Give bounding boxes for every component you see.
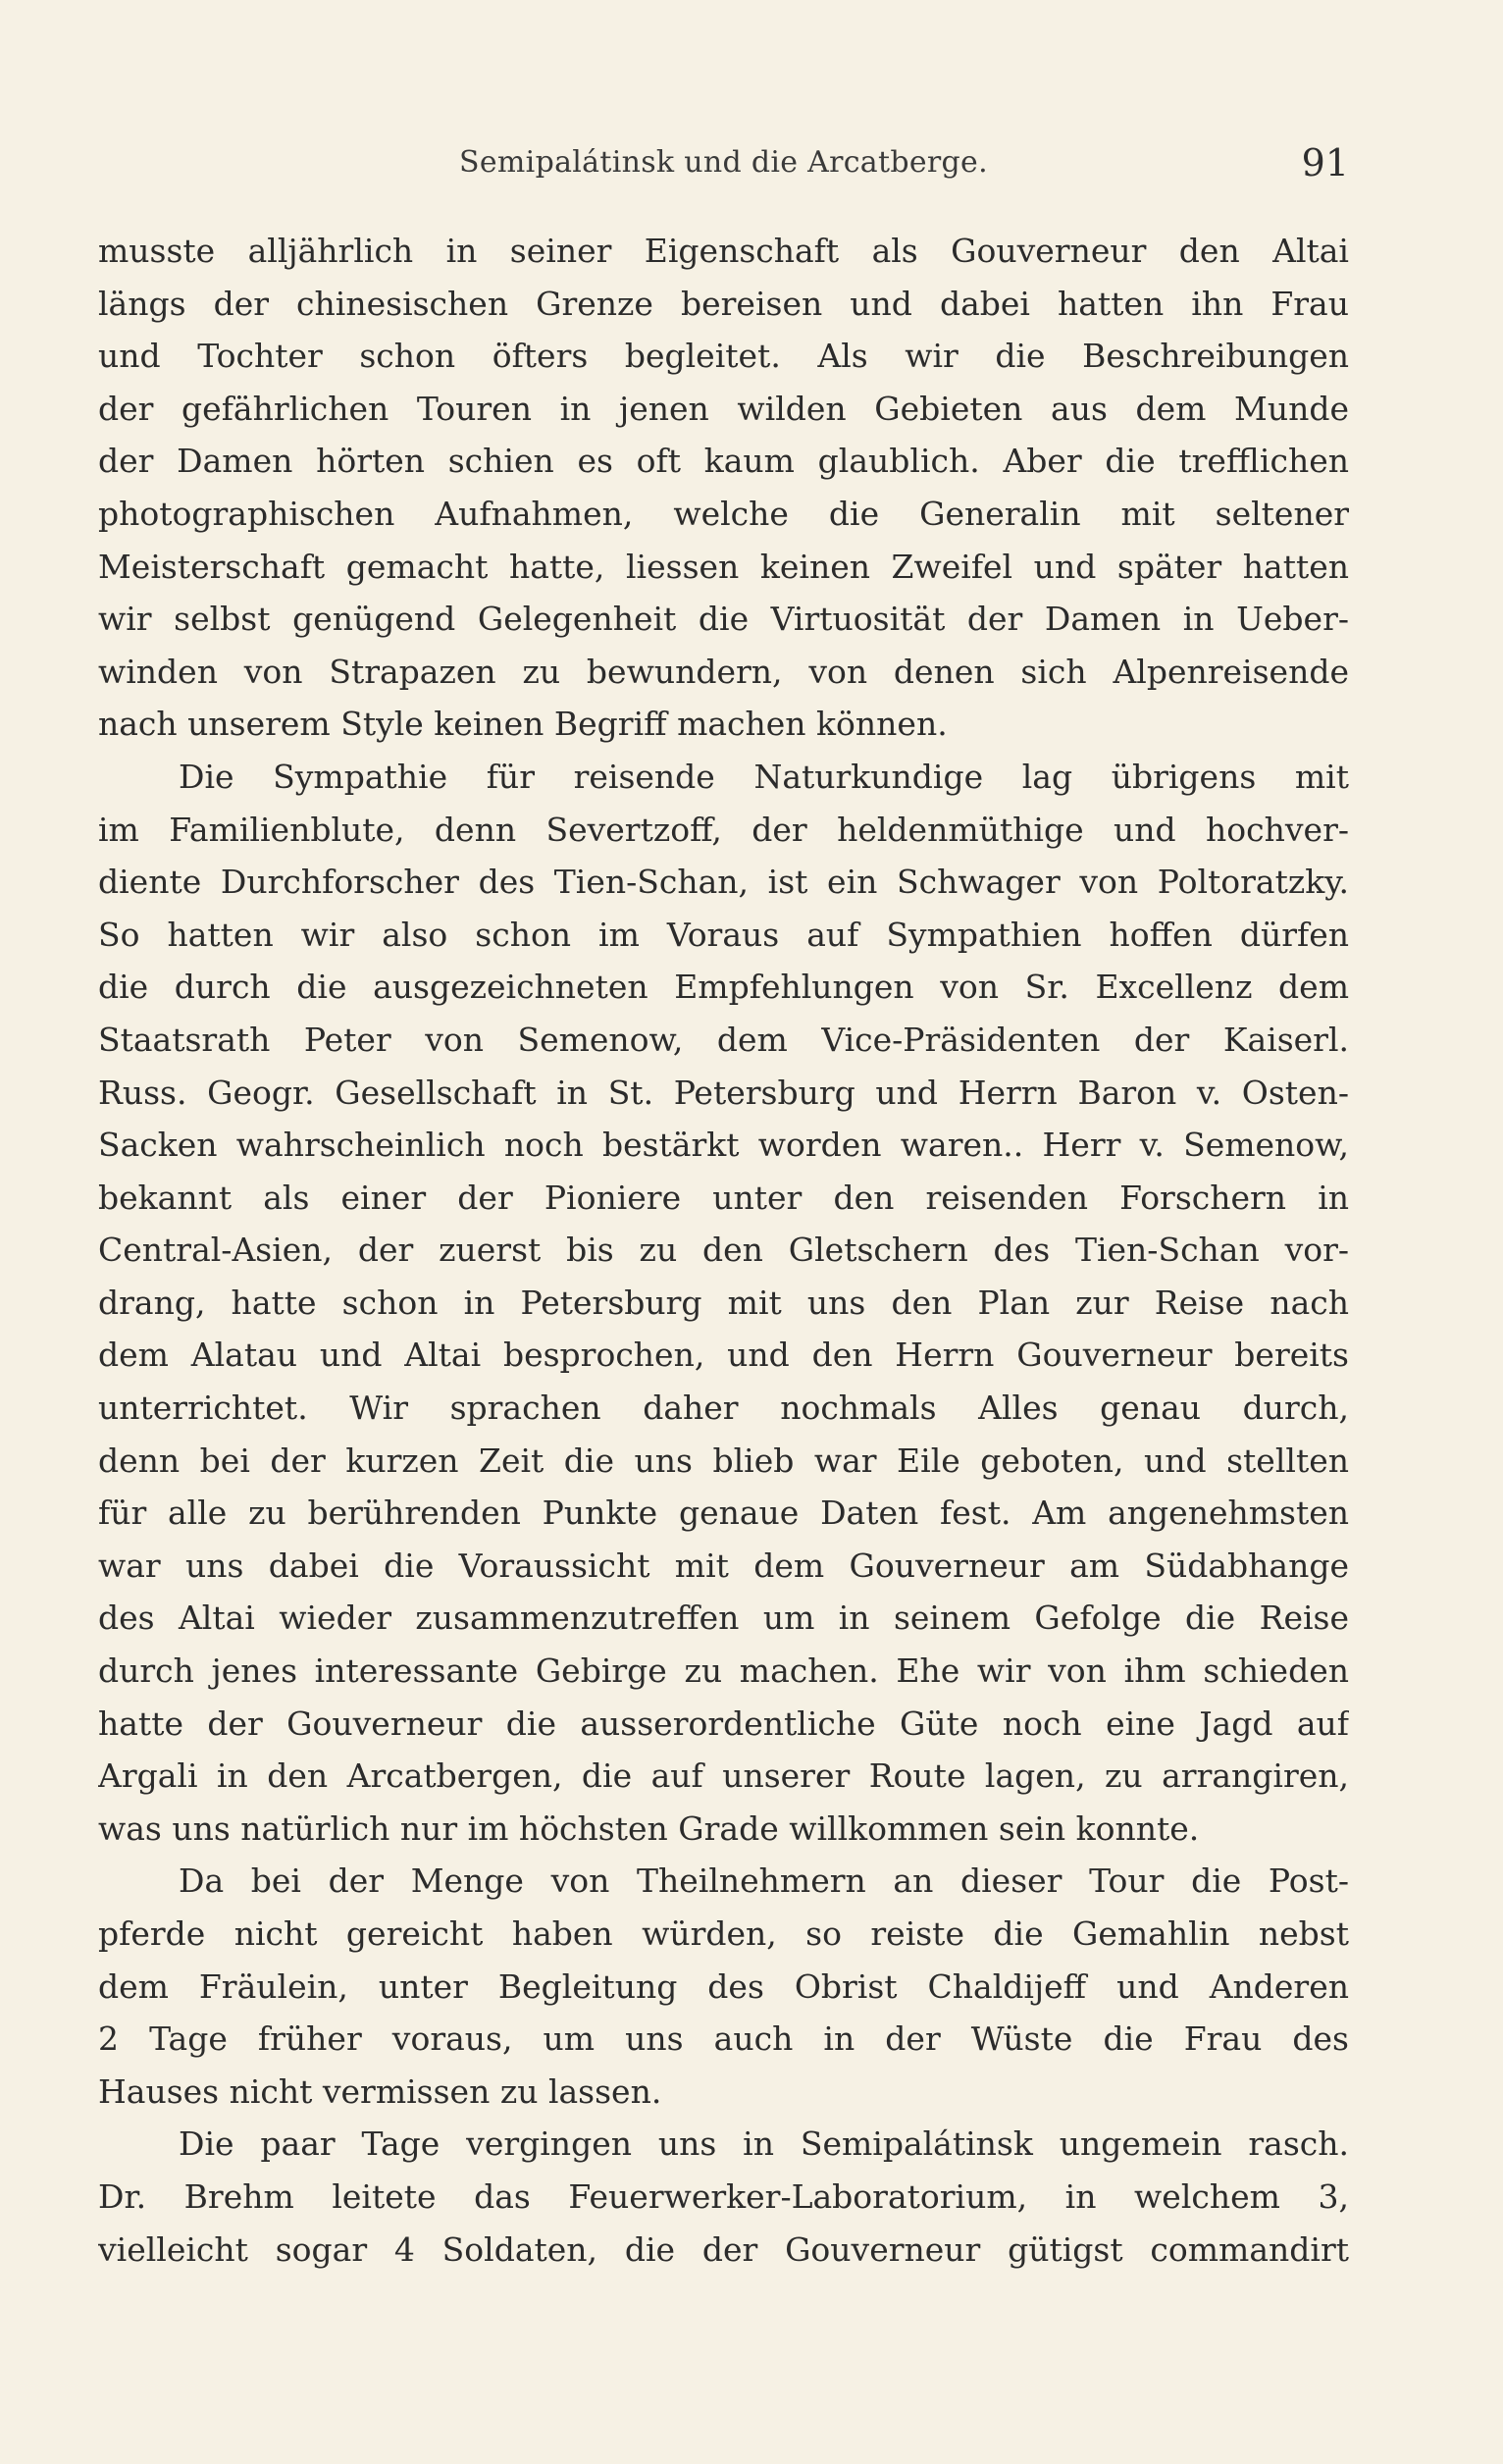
text-line: Sacken wahrscheinlich noch bestärkt worden waren.. Herr v. Semenow, [98,1126,1349,1165]
page-number: 91 [1301,141,1349,184]
text-line: unterrichtet. Wir sprachen daher nochmals Alles genau durch, [98,1389,1349,1428]
body-text [98,225,1349,2276]
paragraph-start-line: Die Sympathie für reisende Naturkundige lag übrigens mit [179,757,1349,796]
text-line: war uns dabei die Voraussicht mit dem Gouverneur am Südabhange [98,1546,1349,1585]
text-line: durch jenes interessante Gebirge zu machen. Ehe wir von ihm schieden [98,1651,1349,1691]
text-line: Russ. Geogr. Gesellschaft in St. Petersburg und Herrn Baron v. Osten- [98,1073,1349,1112]
text-line: dem Alatau und Altai besprochen, und den Herrn Gouverneur bereits [98,1336,1349,1375]
text-line: denn bei der kurzen Zeit die uns blieb war Eile geboten, und stellten [98,1441,1349,1480]
text-line: für alle zu berührenden Punkte genaue Daten fest. Am angenehmsten [98,1494,1349,1533]
text-line: die durch die ausgezeichneten Empfehlungen von Sr. Excellenz dem [98,968,1349,1007]
text-line: und Tochter schon öfters begleitet. Als wir die Beschreibungen [98,337,1349,376]
text-line: Dr. Brehm leitete das Feuerwerker-Laboratorium, in welchem 3, [98,2176,1349,2216]
text-line: dem Fräulein, unter Begleitung des Obrist Chaldijeff und Anderen [98,1966,1349,2006]
text-line: der Damen hörten schien es oft kaum glaublich. Aber die trefflichen [98,442,1349,481]
text-line: winden von Strapazen zu bewundern, von denen sich Alpenreisende [98,652,1349,691]
running-title: Semipalátinsk und die Arcatberge. [459,145,988,180]
text-line: Staatsrath Peter von Semenow, dem Vice-Präsidenten der Kaiserl. [98,1020,1349,1059]
text-line: photographischen Aufnahmen, welche die Generalin mit seltener [98,494,1349,533]
text-line: bekannt als einer der Pioniere unter den reisenden Forschern in [98,1178,1349,1217]
text-line: was uns natürlich nur im höchsten Grade willkommen sein konnte. [98,1809,1200,1848]
text-line: hatte der Gouverneur die ausserordentliche Güte noch eine Jagd auf [98,1704,1349,1743]
paragraph-start-line: Die paar Tage vergingen uns in Semipalátinsk ungemein rasch. [179,2124,1349,2164]
text-line: nach unserem Style keinen Begriff machen können. [98,705,948,744]
text-line: des Altai wieder zusammenzutreffen um in seinem Gefolge die Reise [98,1599,1349,1638]
text-line: Argali in den Arcatbergen, die auf unserer Route lagen, zu arrangiren, [98,1756,1349,1796]
text-line: pferde nicht gereicht haben würden, so reiste die Gemahlin nebst [98,1914,1349,1953]
text-line: drang, hatte schon in Petersburg mit uns den Plan zur Reise nach [98,1283,1349,1322]
text-line: Central-Asien, der zuerst bis zu den Gletschern des Tien-Schan vor- [98,1231,1349,1270]
text-line: Hauses nicht vermissen zu lassen. [98,2071,662,2111]
text-line: So hatten wir also schon im Voraus auf Sympathien hoffen dürfen [98,915,1349,954]
text-line: im Familienblute, denn Severtzoff, der heldenmüthige und hochver- [98,810,1349,849]
text-line: vielleicht sogar 4 Soldaten, die der Gouverneur gütigst commandirt [98,2229,1349,2269]
text-line: 2 Tage früher voraus, um uns auch in der Wüste die Frau des [98,2019,1349,2059]
text-line: musste alljährlich in seiner Eigenschaft als Gouverneur den Altai [98,232,1349,270]
text-line: wir selbst genügend Gelegenheit die Virtuosität der Damen in Ueber- [98,600,1349,639]
running-head [98,141,1349,194]
text-line: der gefährlichen Touren in jenen wilden Gebieten aus dem Munde [98,389,1349,428]
text-line: längs der chinesischen Grenze bereisen und dabei hatten ihn Frau [98,284,1349,323]
text-line: Meisterschaft gemacht hatte, liessen keinen Zweifel und später hatten [98,547,1349,586]
text-line: diente Durchforscher des Tien-Schan, ist ein Schwager von Poltoratzky. [98,863,1349,902]
paragraph-start-line: Da bei der Menge von Theilnehmern an dieser Tour die Post- [179,1861,1349,1901]
